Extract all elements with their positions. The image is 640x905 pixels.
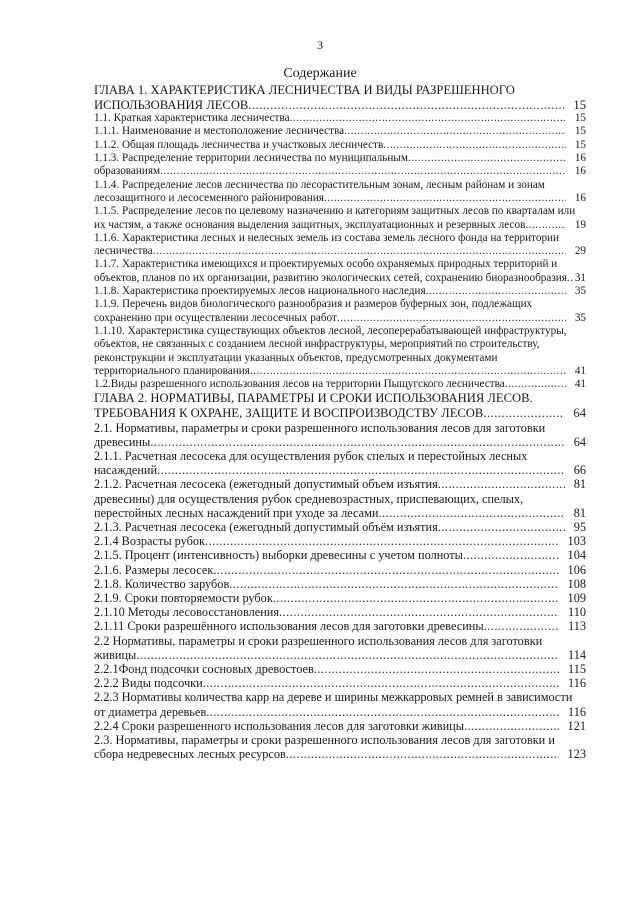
toc-entry-page: 109 — [567, 591, 586, 606]
toc-entry[interactable] — [94, 563, 586, 577]
toc-entry-title: 2.2.4 Сроки разрешенного использования лесов для заготовки живицы — [94, 718, 464, 733]
toc-entry-title: 2.2 Нормативы, параметры и сроки разрешенного использования лесов для заготовки живицы — [94, 633, 543, 662]
toc-entry-page: 116 — [568, 676, 586, 691]
toc-leader-dots — [483, 406, 564, 421]
toc-leader-dots — [463, 548, 559, 562]
toc-entry-title: образованиям — [94, 165, 161, 178]
toc-entry-title: древесины) для осуществления рубок средневозрастных, приспевающих, спелых, перестойных лесных насаждений при уходе за лесами — [94, 491, 524, 520]
toc-entry[interactable] — [94, 449, 586, 477]
toc-entry-page: 116 — [568, 704, 586, 719]
toc-entry-page: 16 — [574, 191, 586, 204]
toc-entry-title: 1.1.5. Распределение лесов по целевому назначению и категориям защитных лесов по кварталам или их частям, а также основания выделения защитных, эксплуатационных и резервных лесов — [94, 205, 576, 231]
toc-leader-dots — [250, 365, 566, 378]
toc-leader-dots — [136, 648, 559, 662]
page-number: 3 — [317, 38, 323, 52]
toc-leader-dots — [153, 245, 566, 258]
toc-leader-dots — [248, 98, 564, 113]
toc-entry-title: 1.1.1. Наименование и местоположение лесничества — [94, 125, 345, 138]
toc-entry[interactable] — [94, 733, 586, 761]
toc-entry-title: ГЛАВА 2. НОРМАТИВЫ, ПАРАМЕТРЫ И СРОКИ ИСПОЛЬЗОВАНИЯ ЛЕСОВ. ТРЕБОВАНИЯ К ОХРАНЕ, ЗАЩИТЕ И ВОСПРОИЗВОДСТВУ ЛЕСОВ — [94, 391, 533, 421]
toc-entry[interactable] — [94, 298, 586, 325]
toc-entry[interactable] — [94, 152, 586, 165]
toc-entry[interactable] — [94, 619, 586, 633]
toc-entry[interactable] — [94, 719, 586, 733]
toc-entry-title: 2.1.1. Расчетная лесосека для осуществления рубок спелых и перестойных лесных насаждений — [94, 449, 528, 478]
toc-entry-page: 66 — [573, 463, 586, 478]
toc-entry-page: 106 — [567, 562, 586, 577]
toc-leader-dots — [290, 112, 566, 125]
toc-entry-page: 19 — [574, 218, 586, 231]
toc-leader-dots — [229, 577, 558, 591]
toc-entry[interactable] — [94, 258, 586, 285]
toc-entry-page: 64 — [573, 434, 586, 449]
toc-leader-dots — [337, 312, 566, 325]
toc-leader-dots — [157, 463, 565, 477]
toc-entry-title: 2.3. Нормативы, параметры и сроки разрешенного использования лесов для заготовки и сбора недревесных лесных ресурсов — [94, 733, 555, 762]
toc-entry-page: 29 — [574, 245, 586, 258]
toc-leader-dots — [426, 285, 566, 298]
toc-entry-page: 15 — [574, 112, 586, 125]
toc-leader-dots — [438, 520, 565, 534]
toc-leader-dots — [279, 605, 559, 619]
toc-entry[interactable] — [94, 232, 586, 259]
table-of-contents — [94, 83, 586, 761]
toc-entry-title: 1.1.4. Распределение лесов лесничества по лесорастительным зонам, лесным районам и зонам лесозащитного и лесосеменного районирования — [94, 178, 545, 204]
toc-entry-page: 31 — [574, 271, 586, 284]
toc-leader-dots — [205, 534, 559, 548]
toc-entry-page: 95 — [573, 520, 586, 535]
toc-entry-page: 35 — [574, 311, 586, 324]
toc-leader-dots — [464, 719, 559, 733]
toc-entry-page: 114 — [568, 647, 586, 662]
toc-leader-dots — [505, 378, 566, 391]
toc-entry-page: 115 — [568, 662, 586, 677]
toc-entry-title: 2.1.9. Сроки повторяемости рубок — [94, 591, 273, 606]
toc-entry-title: 2.1.2. Расчетная лесосека (ежегодный допустимый объем изъятия — [94, 477, 438, 492]
toc-entry[interactable] — [94, 662, 586, 676]
toc-entry-page: 81 — [573, 505, 586, 520]
toc-entry-page: 16 — [574, 165, 586, 178]
toc-leader-dots — [286, 747, 559, 761]
toc-entry-page: 15 — [573, 97, 586, 112]
toc-leader-dots — [344, 125, 566, 138]
toc-entry-page: 123 — [567, 747, 586, 762]
toc-leader-dots — [160, 165, 566, 178]
toc-entry-title: 1.2.Виды разрешенного использования лесов на территории Пыщугского лесничества — [94, 378, 505, 391]
toc-entry[interactable] — [94, 520, 586, 534]
toc-entry[interactable] — [94, 179, 586, 206]
toc-entry[interactable] — [94, 605, 586, 619]
toc-entry[interactable] — [94, 112, 586, 125]
toc-entry-page: 41 — [574, 378, 586, 391]
toc-entry[interactable] — [94, 548, 586, 562]
toc-entry-title: 2.1.8. Количество зарубов — [94, 576, 230, 591]
toc-entry-title: 1.1.7. Характеристика имеющихся и проектируемых особо охраняемых природных территорий и объектов, планов по их организации, развитию экологических сетей, сохранению биоразнообразия — [94, 258, 567, 284]
toc-chapter-entry[interactable] — [94, 83, 586, 112]
toc-entry-title: 1.1. Краткая характеристика лесничества — [94, 112, 290, 125]
toc-entry[interactable] — [94, 534, 586, 548]
toc-entry[interactable] — [94, 421, 586, 449]
toc-entry[interactable] — [94, 577, 586, 591]
toc-entry-title: 2.1.11 Сроки разрешённого использования лесов для заготовки древесины — [94, 619, 484, 634]
toc-entry[interactable] — [94, 634, 586, 662]
toc-entry-title: 2.1.4 Возрасты рубок — [94, 534, 206, 549]
toc-entry-page: 15 — [574, 125, 586, 138]
toc-entry[interactable] — [94, 139, 586, 152]
toc-entry-title: 2.2.3 Нормативы количества карр на дереве и ширины межкарровых ремней в зависимости от диаметра деревьев — [94, 690, 573, 719]
toc-entry-title: 1.1.10. Характеристика существующих объектов лесной, лесоперерабатывающей инфраструктуры, объектов, не связанных с созданием лесной инфраструктуры, мероприятий по строительству, реконструкции и эксплуатации указанных объектов, предусмотренных документами территориального планирования — [94, 324, 567, 377]
toc-entry-title: 2.2.2 Виды подсочки — [94, 676, 203, 691]
toc-entry[interactable] — [94, 477, 586, 491]
toc-entry-page: 104 — [567, 548, 586, 563]
toc-entry[interactable] — [94, 492, 586, 520]
toc-entry[interactable] — [94, 285, 586, 298]
toc-leader-dots — [213, 563, 558, 577]
toc-leader-dots — [324, 192, 566, 205]
toc-entry-page: 16 — [574, 152, 586, 165]
toc-leader-dots — [408, 152, 566, 165]
toc-entry-title: 1.1.6. Характеристика лесных и нелесных земель из состава земель лесного фонда на территории лесничества — [94, 231, 560, 258]
toc-entry[interactable] — [94, 125, 586, 138]
toc-entry-page: 41 — [574, 364, 586, 377]
toc-entry[interactable] — [94, 325, 586, 378]
toc-entry-title: 2.1.10 Методы лесовосстановления — [94, 605, 280, 620]
toc-leader-dots — [273, 591, 559, 605]
toc-entry[interactable] — [94, 690, 586, 718]
toc-entry-page: 110 — [568, 605, 586, 620]
toc-entry-title: 2.1.5. Процент (интенсивность) выборки древесины с учетом полноты — [94, 548, 463, 563]
toc-leader-dots — [379, 506, 565, 520]
toc-entry-title: 2.1. Нормативы, параметры и сроки разрешенного использования лесов для заготовки древесины — [94, 420, 546, 449]
toc-leader-dots — [484, 619, 559, 633]
toc-entry[interactable] — [94, 591, 586, 605]
toc-leader-dots — [150, 435, 564, 449]
toc-chapter-entry[interactable] — [94, 391, 586, 420]
toc-entry-page: 15 — [574, 138, 586, 151]
toc-leader-dots — [438, 477, 565, 491]
toc-entry[interactable] — [94, 165, 586, 178]
toc-entry-page: 108 — [567, 576, 586, 591]
toc-entry-title: 1.1.9. Перечень видов биологического разнообразия и размеров буферных зон, подлежащих сохранению при осуществлении лесосечных работ — [94, 298, 533, 324]
toc-entry-title: 1.1.8. Характеристика проектируемых лесов национального наследия — [94, 285, 426, 298]
toc-entry[interactable] — [94, 378, 586, 391]
toc-leader-dots — [203, 676, 559, 690]
toc-entry-page: 103 — [567, 534, 586, 549]
toc-leader-dots — [525, 219, 565, 232]
toc-entry[interactable] — [94, 205, 586, 232]
toc-entry-page: 81 — [573, 477, 586, 492]
toc-leader-dots — [383, 139, 566, 152]
toc-entry-page: 121 — [567, 718, 586, 733]
toc-title: Содержание — [283, 66, 357, 81]
toc-entry-title: ГЛАВА 1. ХАРАКТЕРИСТИКА ЛЕСНИЧЕСТВА И ВИДЫ РАЗРЕШЕННОГО ИСПОЛЬЗОВАНИЯ ЛЕСОВ — [94, 83, 515, 112]
toc-leader-dots — [206, 705, 559, 719]
toc-entry-title: 2.1.6. Размеры лесосек — [94, 562, 214, 577]
toc-leader-dots — [314, 662, 559, 676]
toc-entry-title: 1.1.2. Общая площадь лесничества и участковых лесничеств — [94, 138, 384, 151]
toc-entry-title: 1.1.3. Распределение территории лесничества по муниципальным — [94, 152, 408, 165]
toc-entry[interactable] — [94, 676, 586, 690]
toc-entry-title: 2.2.1Фонд подсочки сосновых древостоев — [94, 662, 314, 677]
toc-entry-page: 64 — [573, 406, 586, 421]
toc-entry-title: 2.1.3. Расчетная лесосека (ежегодный допустимый объём изъятия — [94, 520, 438, 535]
toc-entry-page: 35 — [574, 285, 586, 298]
toc-entry-page: 113 — [568, 619, 586, 634]
